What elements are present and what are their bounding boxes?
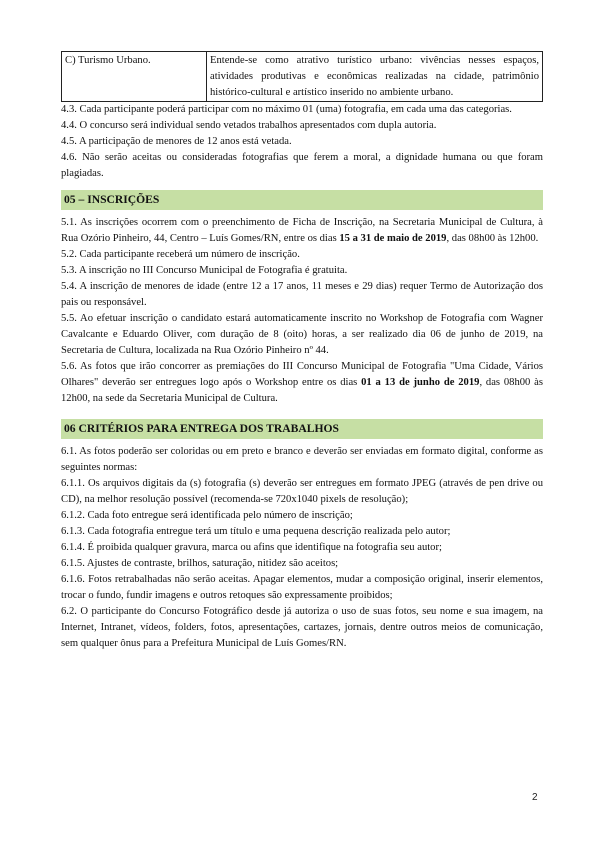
page-number: 2 <box>532 792 538 803</box>
clause-5-6-dates: 01 a 13 de junho de 2019 <box>361 377 480 388</box>
clauses-section-5 <box>61 215 543 407</box>
clause-6-1-4: 6.1.4. É proibida qualquer gravura, marca ou afins que identifique na fotografia seu autor; <box>61 542 442 553</box>
clause-6-2: 6.2. O participante do Concurso Fotográfico desde já autoriza o uso de suas fotos, seu nome e sua imagem, na Internet, Intranet, vídeos, folders, fotos, apresentações, cartazes, jornais, dentre outros meios de comunicação, sem qualquer ônus para a Prefeitura Municipal de Luís Gomes/RN. <box>61 606 543 649</box>
clauses-section-4 <box>61 102 543 182</box>
clause-5-1-hours: , das 08h00 às 12h00. <box>446 233 539 244</box>
clause-5-4: 5.4. A inscrição de menores de idade (entre 12 a 17 anos, 11 meses e 29 dias) requer Termo de Autorização dos pais ou responsável. <box>61 281 543 308</box>
clause-4-4: 4.4. O concurso será individual sendo vetados trabalhos apresentados com dupla autoria. <box>61 120 437 131</box>
table-cell-category: C) Turismo Urbano. <box>62 52 207 102</box>
clause-5-1 <box>61 215 543 247</box>
clause-6-1-3: 6.1.3. Cada fotografia entregue terá um título e uma pequena descrição realizada pelo autor; <box>61 526 451 537</box>
clause-4-6: 4.6. Não serão aceitas ou consideradas fotografias que ferem a moral, a dignidade humana ou que foram plagiadas. <box>61 152 543 179</box>
clause-4-3: 4.3. Cada participante poderá participar com no máximo 01 (uma) fotografia, em cada uma das categorias. <box>61 104 512 115</box>
criteria-table <box>61 51 543 102</box>
clause-5-1-text: 5.1. As inscrições ocorrem com o preenchimento de Ficha de Inscrição, na Secretaria Municipal de Cultura, à Rua Ozório Pinheiro, 44, Centro – Luís Gomes/RN, entre os dias <box>61 217 543 244</box>
clause-5-1-dates: 15 a 31 de maio de 2019 <box>339 233 447 244</box>
clause-5-6-text: 5.6. As fotos que irão concorrer as premiações do III Concurso Municipal de Fotografia "Uma Cidade, Vários Olhares" deverão ser entregues logo após o Workshop entre os dias <box>61 361 543 388</box>
section-heading-criterios: 06 CRITÉRIOS PARA ENTREGA DOS TRABALHOS <box>61 419 543 439</box>
clause-6-1-2: 6.1.2. Cada foto entregue será identificada pelo número de inscrição; <box>61 510 353 521</box>
clause-4-5: 4.5. A participação de menores de 12 anos está vetada. <box>61 136 292 147</box>
table-cell-description: Entende-se como atrativo turístico urbano: vivências nesses espaços, atividades produtivas e econômicas realizadas na cidade, patrimônio histórico-cultural e artístico inserido no ambiente urbano. <box>207 52 543 102</box>
clause-6-1-5: 6.1.5. Ajustes de contraste, brilhos, saturação, nitidez são aceitos; <box>61 558 339 569</box>
clause-6-1: 6.1. As fotos poderão ser coloridas ou em preto e branco e deverão ser enviadas em formato digital, conforme as seguintes normas: <box>61 446 543 473</box>
table-row <box>62 52 543 102</box>
clause-6-1-1: 6.1.1. Os arquivos digitais da (s) fotografia (s) deverão ser entregues em formato JPEG (através de pen drive ou CD), na melhor resolução possível (recomenda-se 720x1040 pixels de resolução); <box>61 478 543 505</box>
clause-5-5: 5.5. Ao efetuar inscrição o candidato estará automaticamente inscrito no Workshop de Fotografia com Wagner Cavalcante e Eduardo Oliver, com duração de 8 (oito) horas, a ser realizado dia 06 de junho de 2019, na Secretaria de Cultura, localizada na Rua Ozório Pinheiro nº 44. <box>61 313 543 356</box>
clause-6-1-6: 6.1.6. Fotos retrabalhadas não serão aceitas. Apagar elementos, mudar a composição original, inserir elementos, trocar o fundo, fundir imagens e outros retoques são expressamente proibidos; <box>61 574 543 601</box>
clause-5-6-location: , das 08h00 às 12h00, na sede da Secretaria Municipal de Cultura. <box>61 377 544 404</box>
clause-5-6 <box>61 359 543 407</box>
clause-5-2: 5.2. Cada participante receberá um número de inscrição. <box>61 249 300 260</box>
clause-5-3: 5.3. A inscrição no III Concurso Municipal de Fotografia é gratuita. <box>61 265 348 276</box>
document-page <box>61 51 543 652</box>
clauses-section-6 <box>61 444 543 652</box>
section-heading-inscricoes: 05 – INSCRIÇÕES <box>61 190 543 210</box>
